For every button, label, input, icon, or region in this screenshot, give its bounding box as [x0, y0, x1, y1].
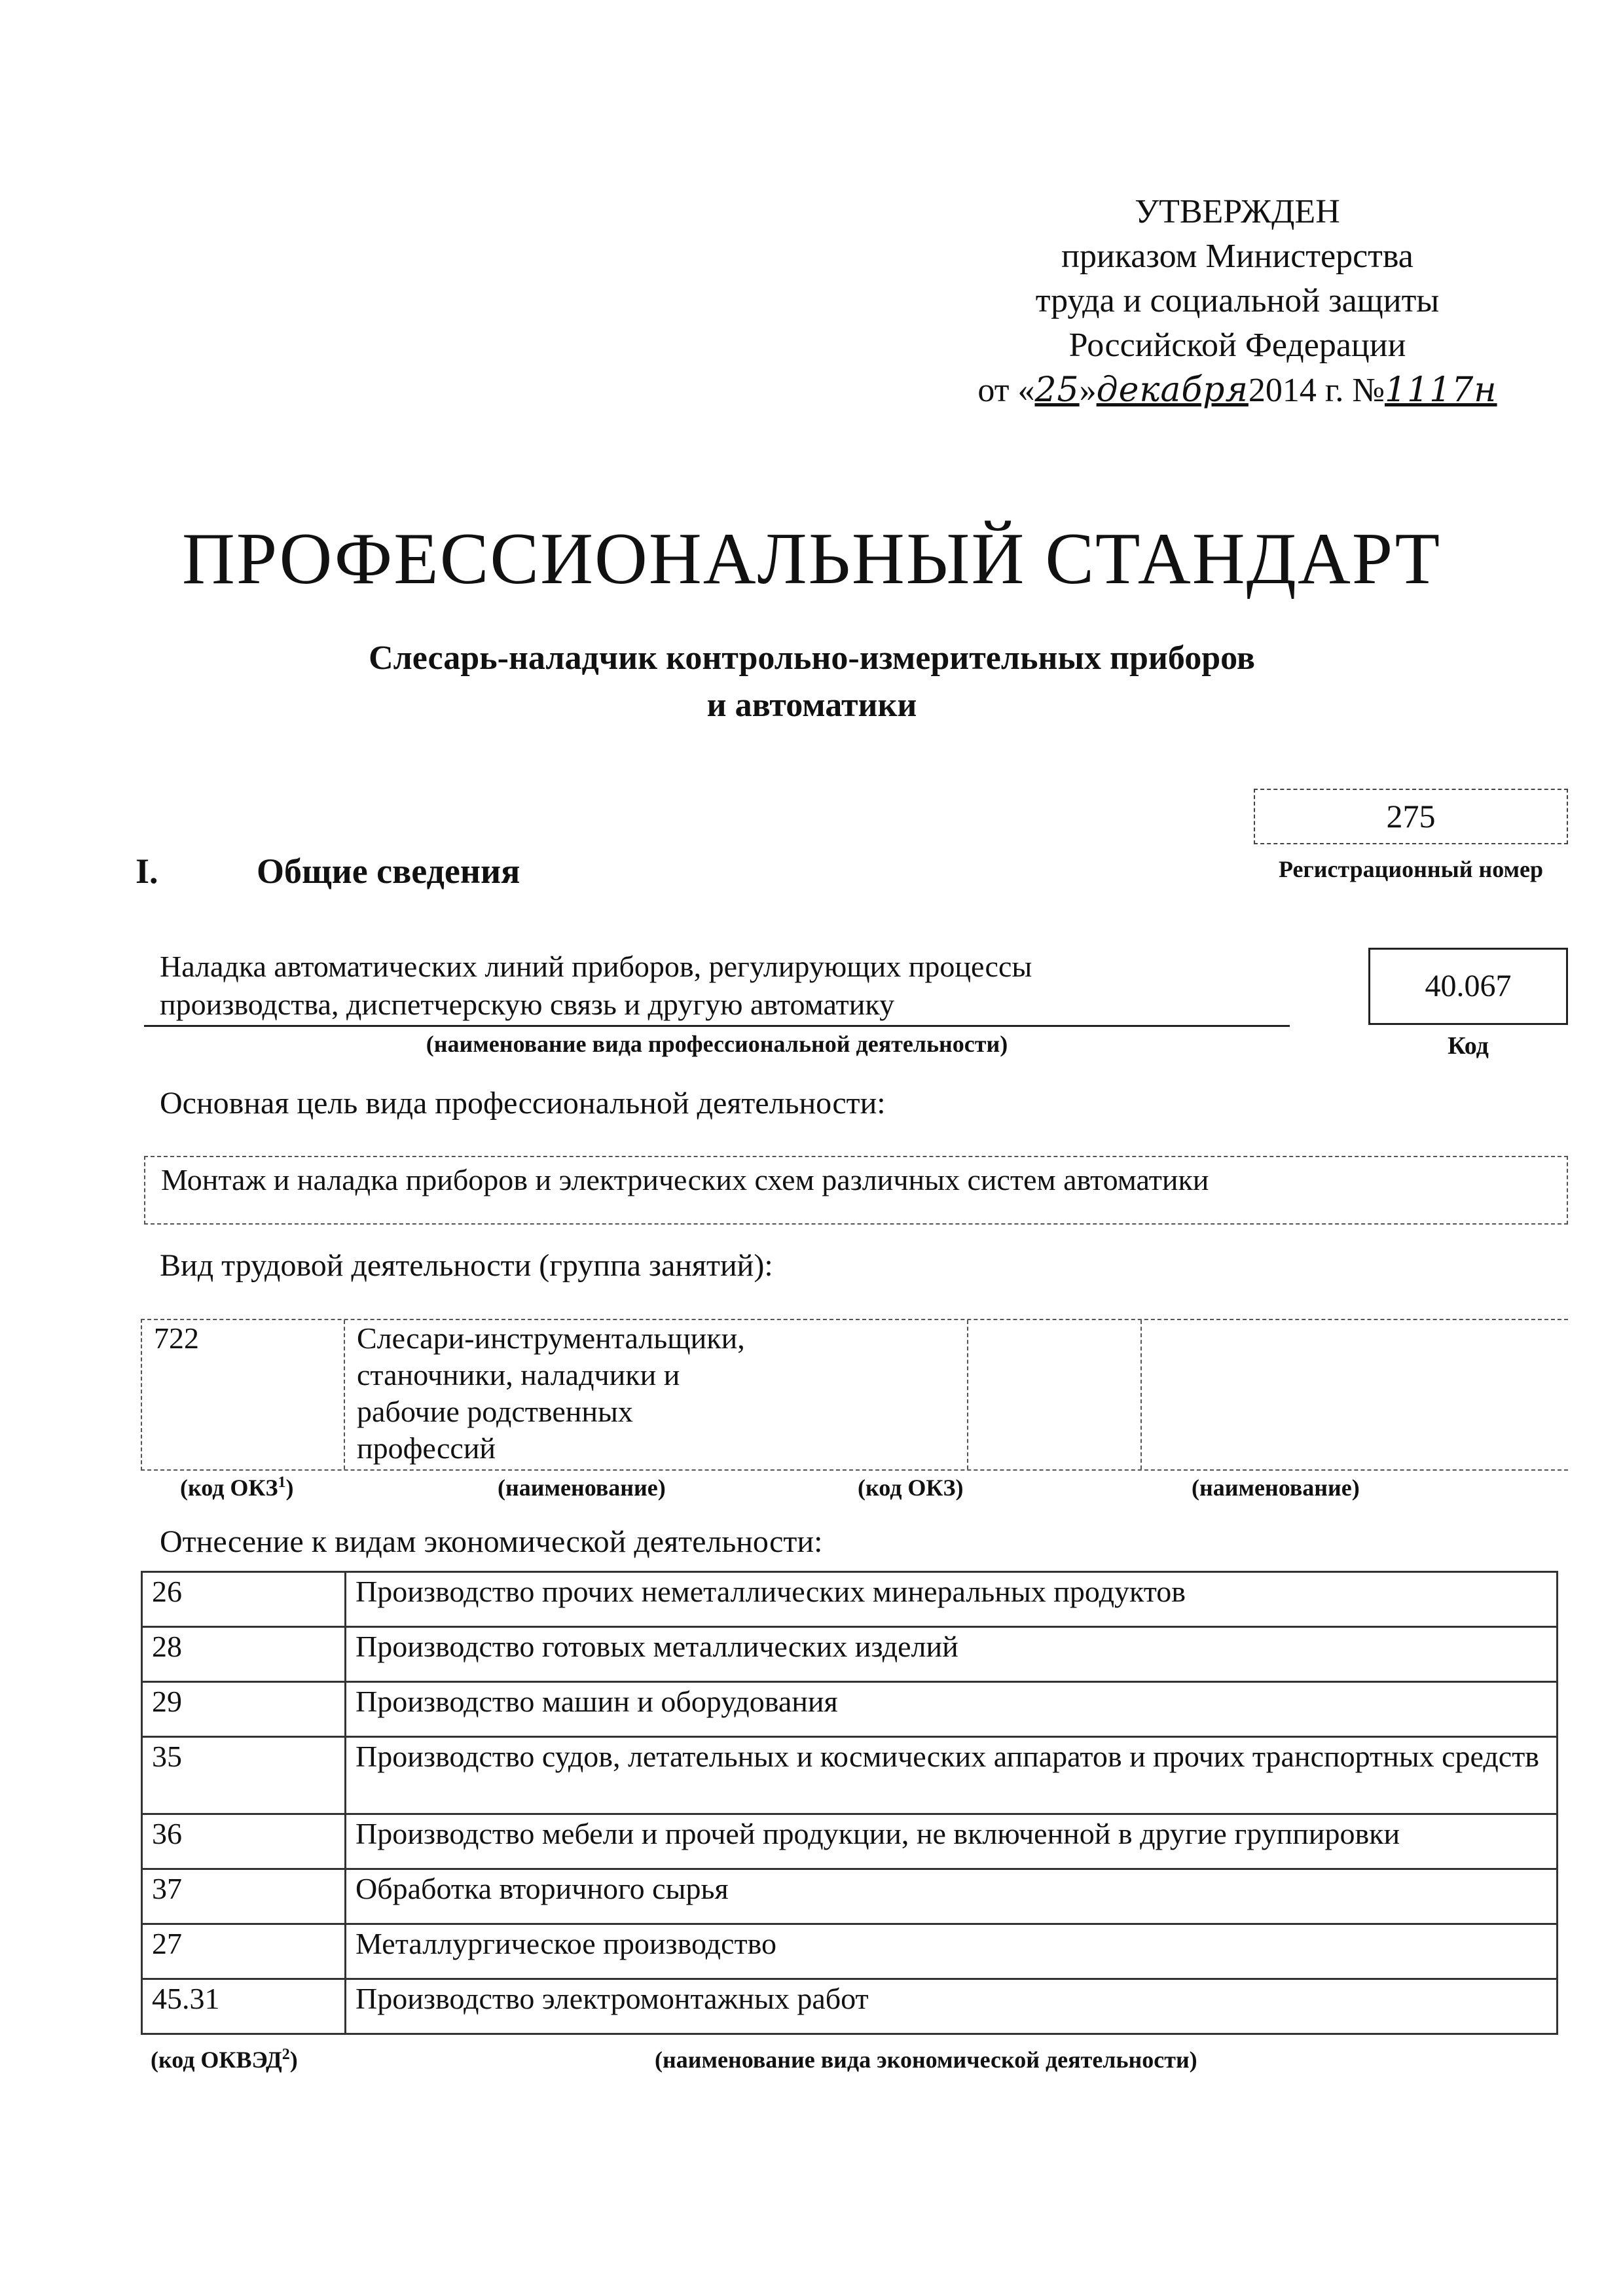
- okved-code-cell: 28: [142, 1627, 346, 1682]
- okved-name-cell: Обработка вторичного сырья: [346, 1869, 1558, 1924]
- activity-code-label: Код: [1448, 1032, 1489, 1060]
- subtitle-line-2: и автоматики: [706, 687, 917, 724]
- okved-name-cell: Производство судов, летательных и космических аппаратов и прочих транспортных средств: [346, 1737, 1558, 1814]
- registration-number-box: 275: [1254, 789, 1568, 844]
- caption-okved-code: (код ОКВЭД$^2$): [151, 2046, 298, 2073]
- order-number-handwritten: 1117н: [1384, 370, 1497, 410]
- table-row: [142, 1869, 1558, 1924]
- table-row: [142, 1979, 1558, 2034]
- document-title: ПРОФЕССИОНАЛЬНЫЙ СТАНДАРТ: [182, 518, 1441, 600]
- approval-line-2: приказом Министерства: [1061, 238, 1413, 275]
- activity-underline: [144, 1025, 1290, 1027]
- section-title: Общие сведения: [257, 852, 520, 891]
- okz-name-cell-2: [1142, 1320, 1569, 1469]
- okved-name-cell: Металлургическое производство: [346, 1924, 1558, 1979]
- section-number: I.: [136, 852, 158, 891]
- okved-code-cell: 29: [142, 1682, 346, 1737]
- okved-name-cell: Производство прочих неметаллических минеральных продуктов: [346, 1572, 1558, 1627]
- registration-number-label: Регистрационный номер: [1278, 856, 1544, 882]
- activity-name-line-2: производства, диспетчерскую связь и другую автоматику: [160, 988, 895, 1021]
- footnote-marker-2: 2: [282, 2046, 290, 2063]
- occupation-group-label: Вид трудовой деятельности (группа занятий):: [160, 1248, 773, 1283]
- caption-okz-code-1: (код ОКЗ$^1$): [180, 1474, 294, 1501]
- approval-title: УТВЕРЖДЕН: [1135, 193, 1340, 230]
- okved-code-cell: 26: [142, 1572, 346, 1627]
- approval-block: [903, 190, 1571, 413]
- table-row: [142, 1627, 1558, 1682]
- caption-okz-code-2: (код ОКЗ): [858, 1475, 964, 1501]
- occupation-group-table: [141, 1319, 1568, 1471]
- date-year: 2014 г. №: [1248, 372, 1385, 409]
- okved-code-cell: 36: [142, 1814, 346, 1869]
- okved-name-cell: Производство машин и оборудования: [346, 1682, 1558, 1737]
- table-row: [142, 1572, 1558, 1627]
- okz-name-cell: [345, 1320, 968, 1469]
- okz-name-line-4: профессий: [357, 1431, 496, 1465]
- table-row: [142, 1682, 1558, 1737]
- approval-date-line: [903, 368, 1571, 413]
- activity-name: [160, 948, 1286, 1024]
- okved-name-cell: Производство мебели и прочей продукции, не включенной в другие группировки: [346, 1814, 1558, 1869]
- okz-code-cell: 722: [142, 1320, 345, 1469]
- okz-code-cell-2: [968, 1320, 1142, 1469]
- date-mid: »: [1079, 372, 1097, 409]
- approval-line-3: труда и социальной защиты: [1035, 282, 1440, 319]
- caption-okz-name-1: (наименование): [498, 1475, 666, 1501]
- activity-code-box: 40.067: [1368, 948, 1568, 1025]
- caption-okved-name: (наименование вида экономической деятельности): [655, 2047, 1197, 2073]
- date-prefix: от «: [977, 372, 1035, 409]
- caption-okz-name-2: (наименование): [1192, 1475, 1360, 1501]
- okved-code-cell: 37: [142, 1869, 346, 1924]
- date-day-handwritten: 25: [1034, 370, 1080, 410]
- economic-activity-table: [141, 1571, 1558, 2035]
- okved-name-cell: Производство готовых металлических изделий: [346, 1627, 1558, 1682]
- subtitle-line-1: Слесарь-наладчик контрольно-измерительных приборов: [369, 639, 1255, 677]
- table-row: [142, 1814, 1558, 1869]
- okved-code-cell: 35: [142, 1737, 346, 1814]
- activity-name-line-1: Наладка автоматических линий приборов, регулирующих процессы: [160, 950, 1032, 983]
- economic-activity-label: Отнесение к видам экономической деятельности:: [160, 1524, 823, 1559]
- date-month-handwritten: декабря: [1096, 370, 1249, 410]
- activity-caption: (наименование вида профессиональной деятельности): [426, 1031, 1008, 1057]
- okz-name-line-3: рабочие родственных: [357, 1395, 633, 1428]
- okved-code-cell: 27: [142, 1924, 346, 1979]
- purpose-label: Основная цель вида профессиональной деятельности:: [160, 1086, 886, 1121]
- okved-code-cell: 45.31: [142, 1979, 346, 2034]
- okz-name-line-1: Слесари-инструментальщики,: [357, 1321, 745, 1355]
- table-row: [142, 1924, 1558, 1979]
- document-subtitle: [196, 635, 1427, 729]
- okved-name-cell: Производство электромонтажных работ: [346, 1979, 1558, 2034]
- table-row: [142, 1737, 1558, 1814]
- footnote-marker-1: 1: [278, 1474, 286, 1491]
- approval-line-4: Российской Федерации: [1068, 327, 1406, 364]
- okz-name-line-2: станочники, наладчики и: [357, 1358, 680, 1391]
- purpose-box: Монтаж и наладка приборов и электрических схем различных систем автоматики: [144, 1156, 1568, 1225]
